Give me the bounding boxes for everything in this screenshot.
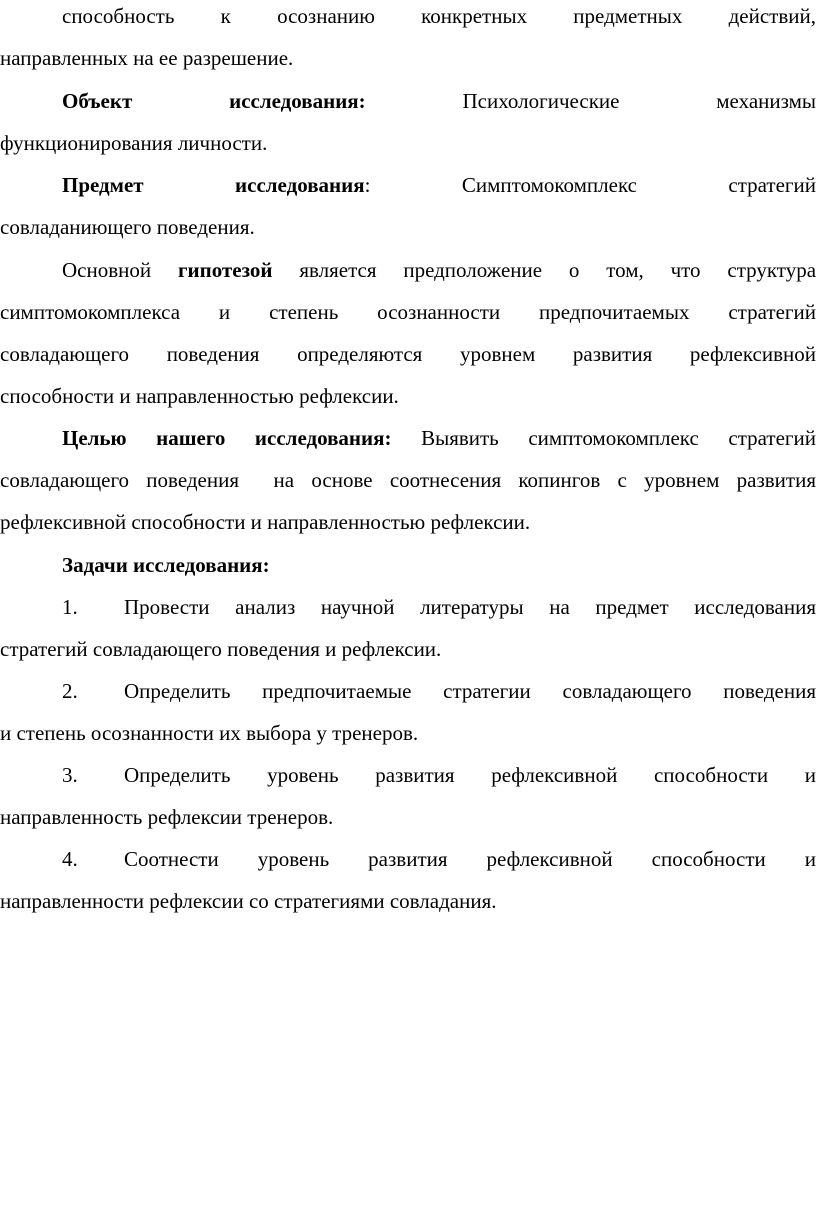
tasks-heading — [62, 550, 816, 580]
subject-text-2: совладаниющего поведения. — [0, 215, 255, 239]
object-label: Объект исследования: — [62, 89, 366, 113]
task-text-2b: и степень осознанности их выбора у тренеров. — [0, 721, 419, 745]
task-item-1 — [0, 592, 816, 622]
goal-text-3: рефлексивной способности и направленностью рефлексии. — [0, 510, 531, 534]
task-item-1-cont — [0, 634, 816, 664]
intro-line-2 — [0, 43, 816, 73]
goal-line-2 — [0, 465, 816, 495]
subject-line-1 — [62, 170, 816, 200]
hypothesis-line-2 — [0, 297, 816, 327]
subject-colon: : — [364, 173, 371, 197]
task-number-4: 4. — [62, 847, 78, 871]
goal-label: Целью нашего исследования: — [62, 426, 392, 450]
hypothesis-text-4: способности и направленностью рефлексии. — [0, 384, 399, 408]
task-text-2a: Определить предпочитаемые стратегии совладающего поведения — [124, 679, 816, 703]
task-item-3 — [0, 760, 816, 790]
task-item-2 — [0, 676, 816, 706]
task-text-1b: стратегий совладающего поведения и рефлексии. — [0, 637, 442, 661]
task-item-4-cont — [0, 886, 816, 916]
task-item-4 — [0, 844, 816, 874]
goal-text-2: совладающего поведения на основе соотнесения копингов с уровнем развития — [0, 468, 816, 492]
hypothesis-text-3: совладающего поведения определяются уровнем развития рефлексивной — [0, 342, 816, 366]
hypothesis-label: гипотезой — [177, 258, 273, 282]
tasks-heading-text: Задачи исследования: — [62, 553, 270, 577]
subject-line-2 — [0, 212, 816, 242]
subject-label: Предмет исследования — [62, 173, 365, 197]
task-number-1: 1. — [62, 595, 78, 619]
goal-text-1: Выявить симптомокомплекс стратегий — [421, 426, 816, 450]
task-number-3: 3. — [62, 763, 78, 787]
intro-text-2: направленных на ее разрешение. — [0, 46, 294, 70]
intro-line-1 — [62, 1, 816, 31]
hypothesis-text-2: симптомокомплекса и степень осознанности предпочитаемых стратегий — [0, 300, 816, 324]
task-text-3b: направленность рефлексии тренеров. — [0, 805, 334, 829]
goal-line-3 — [0, 507, 816, 537]
intro-text-1: способность к осознанию конкретных предметных действий, — [62, 4, 816, 28]
object-line-1 — [62, 86, 816, 116]
task-text-4b: направленности рефлексии со стратегиями совладания. — [0, 889, 497, 913]
object-line-2 — [0, 128, 816, 158]
hypothesis-line-3 — [0, 339, 816, 369]
hypothesis-lead: Основной — [62, 258, 152, 282]
goal-line-1 — [62, 423, 816, 453]
task-text-4a: Соотнести уровень развития рефлексивной способности и — [124, 847, 816, 871]
task-item-3-cont — [0, 802, 816, 832]
task-text-1a: Провести анализ научной литературы на предмет исследования — [124, 595, 816, 619]
object-text-1: Психологические механизмы — [462, 89, 816, 113]
hypothesis-line-4 — [0, 381, 816, 411]
task-number-2: 2. — [62, 679, 78, 703]
hypothesis-line-1 — [62, 255, 816, 285]
task-item-2-cont — [0, 718, 816, 748]
hypothesis-text-1: является предположение о том, что структура — [299, 258, 816, 282]
object-text-2: функционирования личности. — [0, 131, 268, 155]
subject-text-1: Симптомокомплекс стратегий — [461, 173, 816, 197]
task-text-3a: Определить уровень развития рефлексивной способности и — [124, 763, 816, 787]
